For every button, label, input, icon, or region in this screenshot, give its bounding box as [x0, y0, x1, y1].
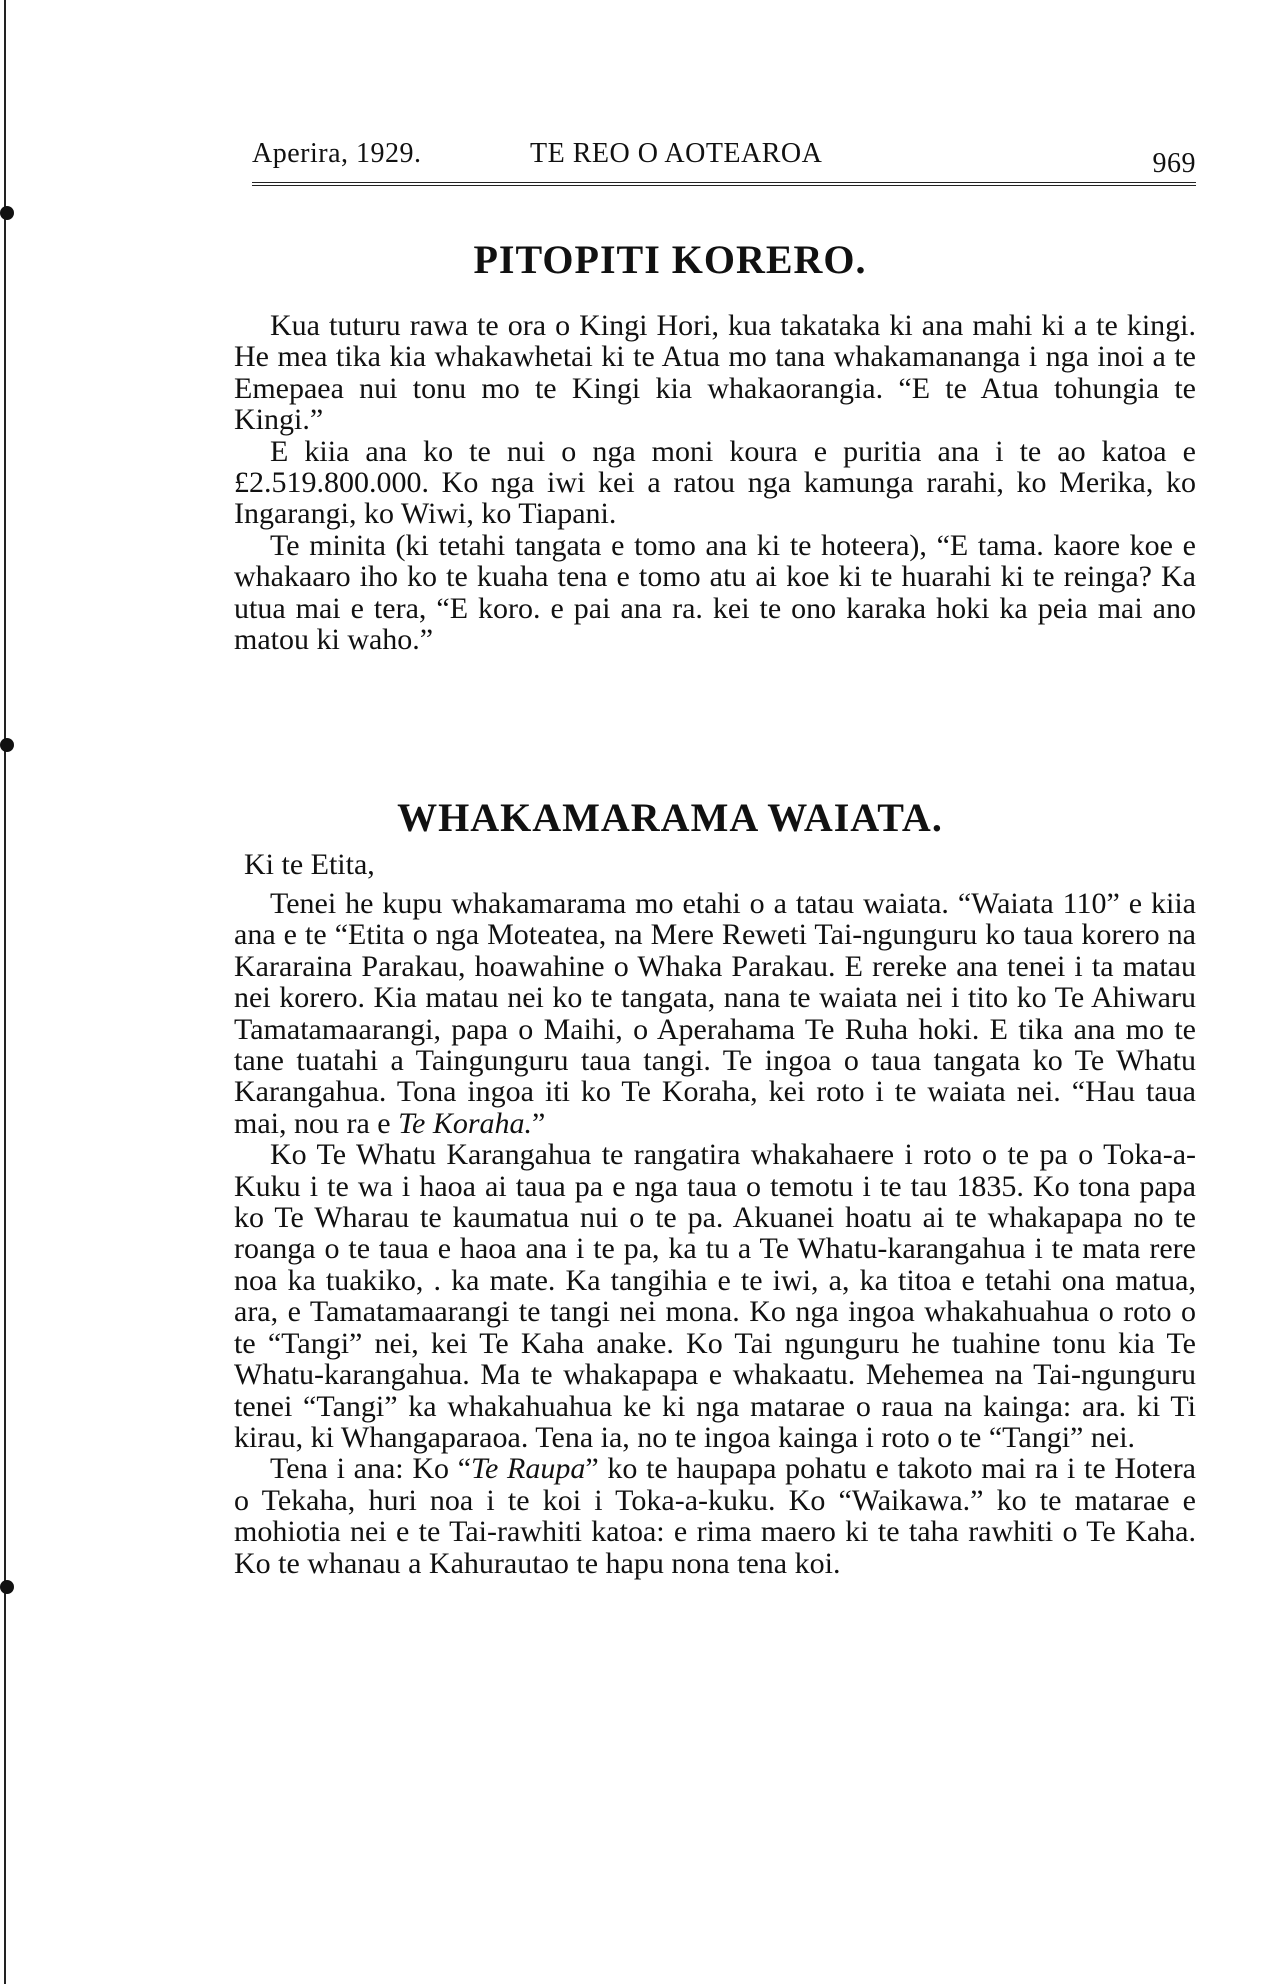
paragraph: Te minita (ki tetahi tangata e tomo ana ki te hoteera), “E tama. kaore koe e whakaaro iho ko te kuaha tena e tomo atu ai koe ki te huarahi ki te reinga? Ka utua mai e tera, “E koro. e pai ana ra. kei te ono karaka hoki ka peia mai ano matou ki waho.” — [234, 528, 1196, 657]
paragraph — [234, 1453, 1196, 1579]
binding-mark — [0, 206, 14, 220]
italic-name: Te Koraha. — [398, 1106, 533, 1140]
running-head — [252, 136, 1196, 186]
paragraph-text: Tena i ana: Ko “ — [270, 1452, 472, 1486]
page-edge-line — [4, 0, 6, 1984]
section-title-whakamarama-waiata: WHAKAMARAMA WAIATA. — [397, 795, 943, 840]
paragraph: Ko Te Whatu Karangahua te rangatira whakahaere i roto o te pa o Toka-a-Kuku i te wa i haoa ai taua pa e nga taua o temotu i te tau 1835. Ko tona papa ko Te Wharau te kaumatua nui o te pa. Akuanei hoatu ai te whakapapa no te roanga o te taua e haoa ana i te pa, ka tu a Te Whatu-karangahua i te mata rere noa ka tuakiko, . ka mate. Ka tangihia e te iwi, a, ka titoa e tetahi ona matua, ara, e Tamatamaarangi te tangi nei mona. Ko nga ingoa whakahuahua o roto o te “Tangi” nei, kei Te Kaha anake. Ko Tai ngunguru he tuahine tonu kia Te Whatu-karangahua. Ma te whakapapa e whakaatu. Mehemea na Tai-ngunguru tenei “Tangi” ka whakahuahua ke ki nga matarae o raua na kainga: ara. ki Ti kirau, ki Whangaparaoa. Tena ia, no te ingoa kainga i roto o te “Tangi” nei. — [234, 1138, 1196, 1454]
paragraph — [234, 888, 1196, 1139]
page-number: 969 — [1152, 148, 1196, 179]
journal-title: TE REO O AOTEAROA — [530, 138, 823, 169]
binding-mark — [0, 738, 14, 752]
salutation: Ki te Etita, — [244, 848, 375, 881]
paragraph: Kua tuturu rawa te ora o Kingi Hori, kua takataka ki ana mahi ki a te kingi. He mea tika kia whakawhetai ki te Atua mo tana whakamananga i nga inoi a te Emepaea nui tonu mo te Kingi kia whakaorangia. “E te Atua tohungia te Kingi.” — [234, 309, 1196, 437]
paragraph-text: ” ko te haupapa pohatu e takoto mai ra i te Hotera o Tekaha, huri noa i te koi i Toka-a-kuku. Ko “Waikawa.” ko te matarae e mohiotia nei e te Tai-rawhiti katoa: e rima maero ki te taha rawhiti o Te Kaha. Ko te whanau a Kahurautao te hapu nona tena koi. — [234, 1452, 1196, 1580]
binding-mark — [0, 1580, 14, 1594]
paragraph-text: Tenei he kupu whakamarama mo etahi o a tatau waiata. “Waiata 110” e kiia ana e te “Etita o nga Moteatea, na Mere Reweti Tai-ngunguru ko taua korero na Kararaina Parakau, hoawahine o Whaka Parakau. E rereke ana tenei i ta matau nei korero. Kia matau nei ko te tangata, nana te waiata nei i tito ko Te Ahiwaru Tamatamaarangi, papa o Maihi, o Aperahama Te Ruha hoki. E tika ana mo te tane tuatahi a Taingunguru taua tangi. Te ingoa o taua tangata ko Te Whatu Karangahua. Tona ingoa iti ko Te Koraha, kei roto i te waiata nei. “Hau taua mai, nou ra e — [234, 887, 1196, 1140]
section-pitopiti-korero-body — [234, 310, 1196, 655]
section-title-pitopiti-korero: PITOPITI KORERO. — [473, 237, 867, 282]
issue-date: Aperira, 1929. — [252, 138, 422, 169]
closing-quote: ” — [532, 1106, 546, 1140]
section-whakamarama-waiata-body — [234, 888, 1196, 1579]
italic-name: Te Raupa — [471, 1452, 586, 1486]
paragraph: E kiia ana ko te nui o nga moni koura e puritia ana i te ao katoa e £2.519.800.000. Ko nga iwi kei a ratou nga kamunga rarahi, ko Merika, ko Ingarangi, ko Wiwi, ko Tiapani. — [234, 434, 1196, 531]
